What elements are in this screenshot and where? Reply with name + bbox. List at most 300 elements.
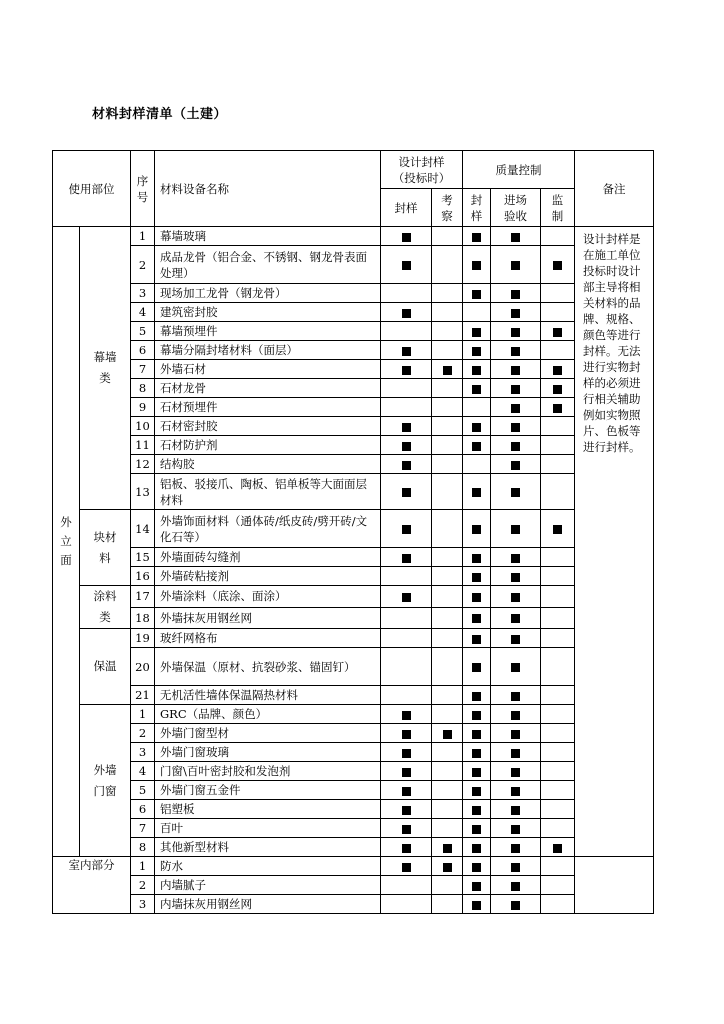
mark-acceptance-cell — [491, 724, 541, 743]
filled-square-icon — [511, 461, 520, 470]
material-name: 百叶 — [155, 819, 381, 838]
mark-acceptance-cell — [491, 705, 541, 724]
table-row — [53, 705, 654, 724]
group-doors-windows: 外墙门窗 — [80, 705, 131, 857]
mark-inspect-cell — [432, 417, 463, 436]
table-row — [53, 284, 654, 303]
filled-square-icon — [511, 882, 520, 891]
mark-supervise-cell — [541, 360, 575, 379]
filled-square-icon — [402, 233, 411, 242]
group-block: 块材料 — [80, 510, 131, 586]
mark-acceptance-cell — [491, 322, 541, 341]
table-row — [53, 246, 654, 284]
mark-supervise-cell — [541, 474, 575, 510]
row-number: 8 — [131, 379, 155, 398]
row-number: 19 — [131, 629, 155, 648]
mark-supervise-cell — [541, 819, 575, 838]
mark-design-seal-cell — [381, 284, 432, 303]
mark-inspect-cell — [432, 895, 463, 914]
filled-square-icon — [472, 806, 481, 815]
row-number: 6 — [131, 341, 155, 360]
mark-acceptance-cell — [491, 510, 541, 548]
mark-inspect-cell — [432, 781, 463, 800]
filled-square-icon — [472, 901, 481, 910]
mark-design-seal-cell — [381, 800, 432, 819]
filled-square-icon — [511, 711, 520, 720]
mark-acceptance-cell — [491, 567, 541, 586]
filled-square-icon — [472, 488, 481, 497]
mark-acceptance-cell — [491, 781, 541, 800]
mark-inspect-cell — [432, 857, 463, 876]
filled-square-icon — [402, 442, 411, 451]
mark-supervise-cell — [541, 607, 575, 629]
mark-supervise-cell — [541, 705, 575, 724]
mark-qc-seal-cell — [463, 510, 491, 548]
mark-acceptance-cell — [491, 819, 541, 838]
material-name: 石材防护剂 — [155, 436, 381, 455]
mark-design-seal-cell — [381, 548, 432, 567]
mark-qc-seal-cell — [463, 857, 491, 876]
row-number: 20 — [131, 648, 155, 686]
row-number: 2 — [131, 246, 155, 284]
row-number: 14 — [131, 510, 155, 548]
filled-square-icon — [472, 261, 481, 270]
mark-qc-seal-cell — [463, 398, 491, 417]
mark-qc-seal-cell — [463, 629, 491, 648]
row-number: 2 — [131, 876, 155, 895]
filled-square-icon — [511, 692, 520, 701]
row-number: 7 — [131, 819, 155, 838]
mark-supervise-cell — [541, 743, 575, 762]
filled-square-icon — [402, 711, 411, 720]
row-number: 3 — [131, 743, 155, 762]
table-row — [53, 876, 654, 895]
mark-design-seal-cell — [381, 895, 432, 914]
mark-inspect-cell — [432, 360, 463, 379]
filled-square-icon — [472, 635, 481, 644]
mark-supervise-cell — [541, 341, 575, 360]
material-name: 石材密封胶 — [155, 417, 381, 436]
header-seal-sample: 封样 — [381, 189, 432, 227]
filled-square-icon — [472, 442, 481, 451]
mark-inspect-cell — [432, 743, 463, 762]
mark-inspect-cell — [432, 510, 463, 548]
row-number: 3 — [131, 284, 155, 303]
table-row — [53, 436, 654, 455]
table-row — [53, 800, 654, 819]
mark-inspect-cell — [432, 705, 463, 724]
table-row — [53, 474, 654, 510]
mark-design-seal-cell — [381, 322, 432, 341]
mark-acceptance-cell — [491, 743, 541, 762]
mark-design-seal-cell — [381, 686, 432, 705]
mark-qc-seal-cell — [463, 800, 491, 819]
table-row — [53, 895, 654, 914]
group-insulation: 保温 — [80, 629, 131, 705]
mark-design-seal-cell — [381, 303, 432, 322]
mark-acceptance-cell — [491, 895, 541, 914]
row-number: 1 — [131, 227, 155, 246]
mark-design-seal-cell — [381, 398, 432, 417]
material-name: 幕墙玻璃 — [155, 227, 381, 246]
filled-square-icon — [443, 730, 452, 739]
mark-qc-seal-cell — [463, 819, 491, 838]
mark-qc-seal-cell — [463, 876, 491, 895]
mark-qc-seal-cell — [463, 341, 491, 360]
remark-empty — [575, 857, 654, 914]
material-name: 外墙抹灰用钢丝网 — [155, 607, 381, 629]
table-row — [53, 227, 654, 246]
row-number: 15 — [131, 548, 155, 567]
row-number: 8 — [131, 838, 155, 857]
mark-qc-seal-cell — [463, 838, 491, 857]
filled-square-icon — [511, 593, 520, 602]
filled-square-icon — [553, 328, 562, 337]
filled-square-icon — [443, 366, 452, 375]
mark-supervise-cell — [541, 686, 575, 705]
mark-inspect-cell — [432, 548, 463, 567]
header-seq: 序 号 — [131, 151, 155, 227]
header-usage: 使用部位 — [53, 151, 131, 227]
material-name: 幕墙分隔封堵材料（面层） — [155, 341, 381, 360]
filled-square-icon — [472, 525, 481, 534]
table-row — [53, 379, 654, 398]
mark-acceptance-cell — [491, 379, 541, 398]
row-number: 1 — [131, 857, 155, 876]
filled-square-icon — [511, 290, 520, 299]
table-row — [53, 510, 654, 548]
material-name: 外墙门窗玻璃 — [155, 743, 381, 762]
material-name: 其他新型材料 — [155, 838, 381, 857]
mark-supervise-cell — [541, 895, 575, 914]
mark-supervise-cell — [541, 548, 575, 567]
mark-qc-seal-cell — [463, 567, 491, 586]
filled-square-icon — [402, 347, 411, 356]
material-name: 成品龙骨（铝合金、不锈钢、钢龙骨表面处理） — [155, 246, 381, 284]
filled-square-icon — [443, 863, 452, 872]
mark-acceptance-cell — [491, 303, 541, 322]
mark-qc-seal-cell — [463, 586, 491, 608]
mark-qc-seal-cell — [463, 379, 491, 398]
mark-inspect-cell — [432, 800, 463, 819]
mark-qc-seal-cell — [463, 705, 491, 724]
mark-design-seal-cell — [381, 417, 432, 436]
mark-acceptance-cell — [491, 838, 541, 857]
filled-square-icon — [511, 730, 520, 739]
filled-square-icon — [511, 806, 520, 815]
mark-supervise-cell — [541, 724, 575, 743]
mark-design-seal-cell — [381, 876, 432, 895]
mark-design-seal-cell — [381, 341, 432, 360]
mark-inspect-cell — [432, 607, 463, 629]
filled-square-icon — [472, 554, 481, 563]
filled-square-icon — [402, 366, 411, 375]
mark-design-seal-cell — [381, 607, 432, 629]
material-name: 内墙抹灰用钢丝网 — [155, 895, 381, 914]
mark-acceptance-cell — [491, 857, 541, 876]
filled-square-icon — [472, 366, 481, 375]
header-qc-seal: 封 样 — [463, 189, 491, 227]
table-row — [53, 686, 654, 705]
mark-supervise-cell — [541, 567, 575, 586]
filled-square-icon — [472, 730, 481, 739]
mark-design-seal-cell — [381, 743, 432, 762]
row-number: 4 — [131, 762, 155, 781]
mark-qc-seal-cell — [463, 762, 491, 781]
mark-acceptance-cell — [491, 648, 541, 686]
row-number: 21 — [131, 686, 155, 705]
mark-design-seal-cell — [381, 474, 432, 510]
mark-design-seal-cell — [381, 705, 432, 724]
table-row — [53, 629, 654, 648]
mark-inspect-cell — [432, 724, 463, 743]
mark-supervise-cell — [541, 800, 575, 819]
filled-square-icon — [511, 614, 520, 623]
mark-acceptance-cell — [491, 586, 541, 608]
filled-square-icon — [472, 749, 481, 758]
mark-design-seal-cell — [381, 724, 432, 743]
row-number: 9 — [131, 398, 155, 417]
mark-supervise-cell — [541, 379, 575, 398]
filled-square-icon — [472, 825, 481, 834]
mark-qc-seal-cell — [463, 781, 491, 800]
mark-design-seal-cell — [381, 455, 432, 474]
filled-square-icon — [443, 844, 452, 853]
mark-design-seal-cell — [381, 838, 432, 857]
filled-square-icon — [511, 787, 520, 796]
mark-inspect-cell — [432, 341, 463, 360]
mark-inspect-cell — [432, 586, 463, 608]
mark-inspect-cell — [432, 686, 463, 705]
filled-square-icon — [511, 442, 520, 451]
material-name: 外墙涂料（底涂、面涂） — [155, 586, 381, 608]
table-row — [53, 857, 654, 876]
filled-square-icon — [472, 290, 481, 299]
filled-square-icon — [402, 261, 411, 270]
material-name: GRC（品牌、颜色） — [155, 705, 381, 724]
mark-inspect-cell — [432, 322, 463, 341]
mark-design-seal-cell — [381, 781, 432, 800]
table-row — [53, 341, 654, 360]
row-number: 5 — [131, 322, 155, 341]
table-row — [53, 417, 654, 436]
mark-qc-seal-cell — [463, 474, 491, 510]
mark-supervise-cell — [541, 857, 575, 876]
table-row — [53, 762, 654, 781]
filled-square-icon — [472, 347, 481, 356]
material-name: 石材预埋件 — [155, 398, 381, 417]
table-row — [53, 322, 654, 341]
mark-acceptance-cell — [491, 246, 541, 284]
material-name: 门窗\百叶密封胶和发泡剂 — [155, 762, 381, 781]
mark-supervise-cell — [541, 246, 575, 284]
filled-square-icon — [472, 328, 481, 337]
header-name: 材料设备名称 — [155, 151, 381, 227]
row-number: 18 — [131, 607, 155, 629]
filled-square-icon — [511, 423, 520, 432]
filled-square-icon — [472, 863, 481, 872]
mark-inspect-cell — [432, 762, 463, 781]
filled-square-icon — [472, 692, 481, 701]
row-number: 6 — [131, 800, 155, 819]
mark-supervise-cell — [541, 227, 575, 246]
row-number: 11 — [131, 436, 155, 455]
mark-inspect-cell — [432, 567, 463, 586]
mark-acceptance-cell — [491, 341, 541, 360]
filled-square-icon — [402, 461, 411, 470]
filled-square-icon — [402, 844, 411, 853]
table-row — [53, 648, 654, 686]
material-name: 外墙饰面材料（通体砖/纸皮砖/劈开砖/文化石等） — [155, 510, 381, 548]
table-row — [53, 838, 654, 857]
row-number: 12 — [131, 455, 155, 474]
filled-square-icon — [511, 233, 520, 242]
material-name: 建筑密封胶 — [155, 303, 381, 322]
filled-square-icon — [402, 863, 411, 872]
filled-square-icon — [553, 385, 562, 394]
filled-square-icon — [402, 787, 411, 796]
table-row — [53, 586, 654, 608]
mark-acceptance-cell — [491, 607, 541, 629]
filled-square-icon — [511, 488, 520, 497]
filled-square-icon — [511, 635, 520, 644]
filled-square-icon — [402, 488, 411, 497]
mark-acceptance-cell — [491, 398, 541, 417]
filled-square-icon — [511, 825, 520, 834]
filled-square-icon — [402, 730, 411, 739]
mark-acceptance-cell — [491, 686, 541, 705]
table-row — [53, 724, 654, 743]
filled-square-icon — [402, 593, 411, 602]
table-row — [53, 548, 654, 567]
remark-note: 设计封样是在施工单位投标时设计部主导将相关材料的品牌、规格、颜色等进行封样。无法进行实物封样的必须进行相关辅助例如实物照片、色板等进行封样。 — [575, 227, 654, 857]
mark-design-seal-cell — [381, 648, 432, 686]
mark-qc-seal-cell — [463, 246, 491, 284]
mark-inspect-cell — [432, 876, 463, 895]
mark-supervise-cell — [541, 838, 575, 857]
mark-supervise-cell — [541, 781, 575, 800]
group-coating: 涂料类 — [80, 586, 131, 629]
mark-supervise-cell — [541, 284, 575, 303]
mark-design-seal-cell — [381, 819, 432, 838]
mark-supervise-cell — [541, 303, 575, 322]
material-name: 无机活性墙体保温隔热材料 — [155, 686, 381, 705]
mark-design-seal-cell — [381, 360, 432, 379]
mark-acceptance-cell — [491, 227, 541, 246]
filled-square-icon — [553, 844, 562, 853]
filled-square-icon — [402, 806, 411, 815]
material-name: 石材龙骨 — [155, 379, 381, 398]
filled-square-icon — [402, 309, 411, 318]
filled-square-icon — [511, 554, 520, 563]
filled-square-icon — [511, 385, 520, 394]
row-number: 7 — [131, 360, 155, 379]
mark-supervise-cell — [541, 876, 575, 895]
mark-supervise-cell — [541, 762, 575, 781]
table-row — [53, 607, 654, 629]
mark-qc-seal-cell — [463, 436, 491, 455]
material-name: 外墙门窗五金件 — [155, 781, 381, 800]
filled-square-icon — [511, 261, 520, 270]
filled-square-icon — [511, 366, 520, 375]
mark-design-seal-cell — [381, 567, 432, 586]
mark-design-seal-cell — [381, 586, 432, 608]
row-number: 1 — [131, 705, 155, 724]
mark-qc-seal-cell — [463, 686, 491, 705]
group-interior: 室内部分 — [53, 857, 131, 914]
mark-inspect-cell — [432, 379, 463, 398]
filled-square-icon — [511, 525, 520, 534]
filled-square-icon — [402, 825, 411, 834]
mark-design-seal-cell — [381, 246, 432, 284]
filled-square-icon — [553, 366, 562, 375]
group-exterior: 外立面 — [53, 227, 80, 857]
mark-inspect-cell — [432, 227, 463, 246]
mark-acceptance-cell — [491, 455, 541, 474]
filled-square-icon — [511, 347, 520, 356]
filled-square-icon — [472, 385, 481, 394]
mark-inspect-cell — [432, 303, 463, 322]
material-name: 外墙面砖勾缝剂 — [155, 548, 381, 567]
material-name: 铝板、驳接爪、陶板、铝单板等大面面层材料 — [155, 474, 381, 510]
group-curtain-wall: 幕墙类 — [80, 227, 131, 510]
table-row — [53, 360, 654, 379]
mark-acceptance-cell — [491, 629, 541, 648]
filled-square-icon — [472, 423, 481, 432]
mark-inspect-cell — [432, 629, 463, 648]
mark-inspect-cell — [432, 474, 463, 510]
filled-square-icon — [472, 614, 481, 623]
material-name: 外墙门窗型材 — [155, 724, 381, 743]
filled-square-icon — [511, 901, 520, 910]
mark-qc-seal-cell — [463, 322, 491, 341]
filled-square-icon — [472, 882, 481, 891]
filled-square-icon — [472, 787, 481, 796]
mark-supervise-cell — [541, 455, 575, 474]
mark-design-seal-cell — [381, 436, 432, 455]
mark-inspect-cell — [432, 246, 463, 284]
filled-square-icon — [472, 593, 481, 602]
material-name: 现场加工龙骨（钢龙骨） — [155, 284, 381, 303]
filled-square-icon — [511, 663, 520, 672]
mark-qc-seal-cell — [463, 895, 491, 914]
mark-supervise-cell — [541, 398, 575, 417]
mark-supervise-cell — [541, 629, 575, 648]
filled-square-icon — [511, 749, 520, 758]
filled-square-icon — [511, 328, 520, 337]
mark-design-seal-cell — [381, 762, 432, 781]
mark-acceptance-cell — [491, 284, 541, 303]
mark-acceptance-cell — [491, 474, 541, 510]
table-row — [53, 743, 654, 762]
mark-qc-seal-cell — [463, 455, 491, 474]
mark-inspect-cell — [432, 838, 463, 857]
mark-qc-seal-cell — [463, 743, 491, 762]
mark-supervise-cell — [541, 510, 575, 548]
material-name: 外墙石材 — [155, 360, 381, 379]
mark-qc-seal-cell — [463, 548, 491, 567]
mark-inspect-cell — [432, 436, 463, 455]
material-name: 结构胶 — [155, 455, 381, 474]
mark-design-seal-cell — [381, 510, 432, 548]
header-design-sample: 设计封样 （投标时） — [381, 151, 463, 189]
table-row — [53, 567, 654, 586]
material-name: 玻纤网格布 — [155, 629, 381, 648]
mark-supervise-cell — [541, 648, 575, 686]
filled-square-icon — [553, 525, 562, 534]
mark-qc-seal-cell — [463, 724, 491, 743]
header-inspect: 考 察 — [432, 189, 463, 227]
